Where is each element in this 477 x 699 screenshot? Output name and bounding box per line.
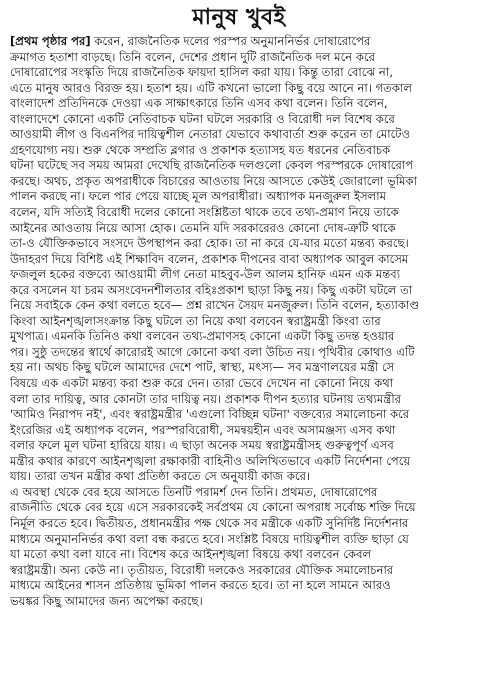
- article-line: স্বরাষ্ট্রমন্ত্রী। অন্য কেউ না। তৃতীয়ত, বিরোধী দলকেও সরকারের যৌক্তিক সমালোচনার: [10, 562, 394, 577]
- article-line: বাংলাদেশ প্রতিদিনকে দেওয়া এক সাক্ষাৎকারে তিনি এসব কথা বলেন। তিনি বলেন,: [10, 96, 388, 111]
- article-line: [10, 34, 468, 50]
- article-line: রাজনীতি থেকে বের হয়ে এসে সরকারকেই সর্বপ্রথম যে কোনো অপরাধ সর্বোচ্চ শক্তি দিয়ে: [10, 500, 416, 515]
- article-line: ফজলুল হকের বক্তব্যে আওয়ামী লীগ নেতা মাহবুব-উল আলম হানিফ এমন এক মন্তব্য: [10, 267, 401, 282]
- article-line: গ্রহণযোগ্য নয়। শুরু থেকে সম্প্রতি ব্লগার ও প্রকাশক হত্যাসহ যত ধরনের নেতিবাচক: [10, 142, 391, 157]
- article-line: দোষারোপের সংস্কৃতি দিয়ে রাজনৈতিক ফায়দা হাসিল করা যায়। কিন্তু তারা বোঝে না,: [10, 65, 393, 80]
- article-line: নিয়ে সবাইকে কেন কথা বলতে হবে— প্রশ্ন রাখেন সৈয়দ মনজুরুল। তিনি বলেন, হত্যাকাণ্ড: [10, 298, 420, 313]
- article-line: ভয়ঙ্কর কিছু আমাদের জন্য অপেক্ষা করছে।: [10, 593, 203, 608]
- article-line: বলা তার দায়িত্ব, আর কোনটা তার দায়িত্ব নয়। প্রকাশক দীপন হত্যার ঘটনায় তথ্যমন্ত্রীর: [10, 391, 402, 406]
- article-line: এ অবস্থা থেকে বের হয়ে আসতে তিনটি পরামর্শ দেন তিনি। প্রথমত, দোষারোপের: [10, 484, 378, 499]
- article-line: করে বসলেন যা চরম অসংবেদনশীলতার বহিঃপ্রকাশ ছাড়া কিছু নয়। কিছু একটা ঘটলে তা: [10, 282, 413, 297]
- article-body: [10, 34, 468, 609]
- article-line: মাধ্যমে আইনের শাসন প্রতিষ্ঠায় ভূমিকা পালন করতে হবে। তা না হলে সামনে আরও: [10, 578, 391, 593]
- article-line: তা-ও যৌক্তিকভাবে সংসদে উপস্থাপন করা হোক। তা না করে যে-যার মতো মন্তব্য করছে।: [10, 236, 409, 251]
- article-line: আওয়ামী লীগ ও বিএনপির দায়িত্বশীল নেতারা যেভাবে কথাবার্তা শুরু করেন তা মোটেও: [10, 127, 411, 142]
- article-line: 'আমিও নিরাপদ নই', এবং স্বরাষ্ট্রমন্ত্রীর 'এগুলো বিচ্ছিন্ন ঘটনা' বক্তব্যের সমালোচনা করে: [10, 407, 410, 422]
- article-line: ঘটনা ঘটেছে সব সময় আমরা দেখেছি রাজনৈতিক দলগুলো কেবল পরস্পরকে দোষারোপ: [10, 158, 414, 173]
- article-line: পর। সুষ্ঠু তদন্তের স্বার্থে কারোরই আগে কোনো কথা বলা উচিত নয়। পৃথিবীর কোথাও এটি: [10, 344, 415, 359]
- article-headline: মানুষ খুবই: [192, 5, 286, 30]
- article-line-text: করেন, রাজনৈতিক দলের পরস্পর অনুমাননির্ভর দোষারোপের: [90, 34, 371, 48]
- article-line: পালন করছে না। ফলে পার পেয়ে যাচ্ছে মূল অপরাধীরা। অধ্যাপক মনজুরুল ইসলাম: [10, 189, 387, 204]
- article-line: কিংবা আইনশৃঙ্খলাসংক্রান্ত কিছু ঘটলে তা নিয়ে কথা বলবেন স্বরাষ্ট্রমন্ত্রী কিংবা তার: [10, 313, 381, 328]
- article-line: উদাহরণ দিয়ে বিশিষ্ট এই শিক্ষাবিদ বলেন, প্রকাশক দীপনের বাবা অধ্যাপক আবুল কাসেম: [10, 251, 409, 266]
- article-line: বিষয়ে এক একটা মন্তব্য করা শুরু করে দেন। তারা ভেবে দেখেন না কোনো নিয়ে কথা: [10, 376, 394, 391]
- article-line: ক্রমাগত হতাশা বাড়ছে। তিনি বলেন, দেশের প্রধান দুটি রাজনৈতিক দল মনে করে: [10, 49, 376, 64]
- article-line: বাংলাদেশে কোনো একটি নেতিবাচক ঘটনা ঘটলে সরকারি ও বিরোধী দল বিশেষ করে: [10, 111, 395, 126]
- article-line: মন্ত্রীর কথার কারণে আইনশৃঙ্খলা রক্ষাকারী বাহিনীও অলিখিতভাবে একটি নির্দেশনা পেয়ে: [10, 453, 411, 468]
- article-line: হয় না। অথচ কিছু ঘটলে আমাদের দেশে পাট, স্বাস্থ্য, মৎস্য— সব মন্ত্রণালয়ের মন্ত্রী সে: [10, 360, 395, 375]
- article-line: মাধ্যমে অনুমাননির্ভর কথা বলা বন্ধ করতে হবে। সংশ্লিষ্ট বিষয়ে দায়িত্বশীল ব্যক্তি ছাড়া যে: [10, 531, 409, 546]
- article-line: এতে মানুষ আরও বিরক্ত হয়। হতাশ হয়। এটি কখনো ভালো কিছু বয়ে আনে না। গতকাল: [10, 80, 412, 95]
- article-line: বলেন, যদি সত্যিই বিরোধী দলের কোনো সংশ্লিষ্টতা থাকে তবে তথ্য-প্রমাণ নিয়ে তাকে: [10, 205, 399, 220]
- article-line: যা মতো কথা বলা যাবে না। বিশেষ করে আইনশৃঙ্খলা বিষয়ে কথা বলবেন কেবল: [10, 547, 372, 562]
- article-line: মুখপাত্র। এমনকি তিনিও কথা বলবেন তথ্য-প্রমাণসহ কোনো একটা কিছু তদন্ত হওয়ার: [10, 329, 395, 344]
- article-line: করছে। অথচ, প্রকৃত অপরাধীকে বিচারের আওতায় নিয়ে আসতে কেউই জোরালো ভূমিকা: [10, 173, 417, 188]
- continuation-tag: [প্রথম পৃষ্ঠার পর]: [10, 34, 91, 48]
- article-line: আইনের আওতায় নিয়ে আসা হোক। তেমনি যদি সরকারেরও কোনো দোষ-ত্রুটি থাকে: [10, 220, 396, 235]
- article-line: ইংরেজির এই অধ্যাপক বলেন, পরস্পরবিরোধী, সমন্বয়হীন এবং অসামঞ্জস্য এসব কথা: [10, 422, 396, 437]
- article-line: নির্মূল করতে হবে। দ্বিতীয়ত, প্রধানমন্ত্রীর পক্ষ থেকে সব মন্ত্রীকে একটি সুনির্দিষ্ট নির্দেশনার: [10, 515, 409, 530]
- article-line: যায়। তারা তখন মন্ত্রীর কথা প্রতিষ্ঠা করতে সে অনুযায়ী কাজ করে।: [10, 469, 311, 484]
- article-line: বলার ফলে মূল ঘটনা হারিয়ে যায়। এ ছাড়া অনেক সময় স্বরাষ্ট্রমন্ত্রীসহ গুরুত্বপূর্ণ এসব: [10, 438, 394, 453]
